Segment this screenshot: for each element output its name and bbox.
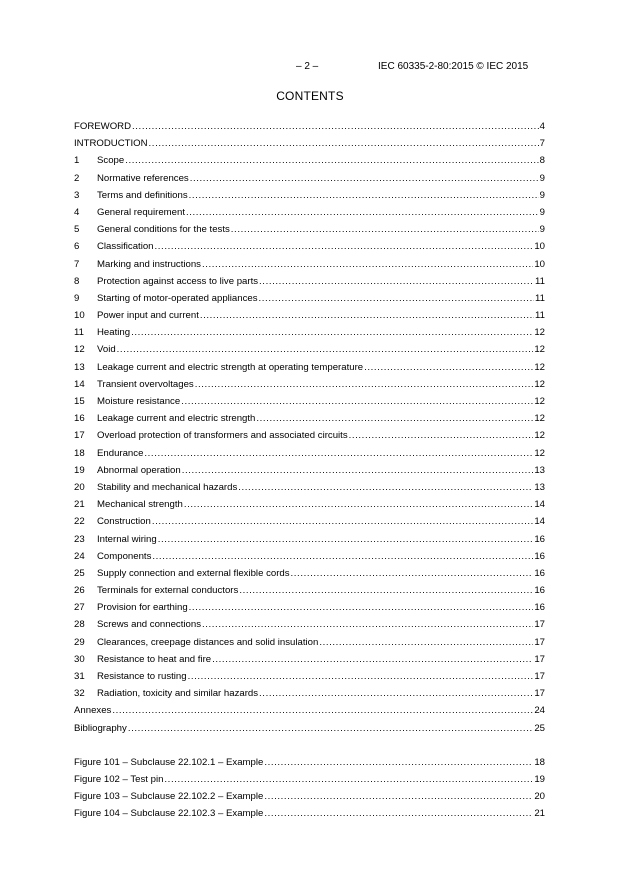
toc-entry-number: 27 xyxy=(74,602,85,614)
toc-entry-number: 10 xyxy=(74,310,85,322)
dot-leader xyxy=(189,602,534,613)
toc-entry-label: General conditions for the tests xyxy=(97,224,230,236)
dot-leader xyxy=(144,448,533,459)
page-reference: 17 xyxy=(534,671,545,682)
page-reference: 17 xyxy=(534,636,545,648)
figure-entry[interactable] xyxy=(74,757,545,774)
table-of-contents xyxy=(74,121,545,740)
toc-entry-label: Internal wiring xyxy=(97,533,157,545)
toc-entry-label: Terms and definitions xyxy=(97,189,188,201)
page-reference: 20 xyxy=(534,791,545,802)
toc-entry-label: Supply connection and external flexible cords xyxy=(97,567,290,579)
dot-leader xyxy=(256,413,533,424)
list-of-figures xyxy=(74,757,545,825)
dot-leader xyxy=(259,276,534,287)
page-reference: 17 xyxy=(534,688,545,700)
toc-entry[interactable] xyxy=(74,637,545,654)
toc-entry-label: Radiation, toxicity and similar hazards xyxy=(97,688,259,700)
toc-entry[interactable] xyxy=(74,688,545,705)
toc-entry[interactable] xyxy=(74,241,545,258)
toc-entry-label: Moisture resistance xyxy=(97,396,181,407)
dot-leader xyxy=(158,534,534,545)
page-reference: 12 xyxy=(534,447,545,459)
toc-entry-number: 1 xyxy=(74,155,80,167)
page-reference: 9 xyxy=(539,206,545,218)
toc-entry-number: 20 xyxy=(74,481,85,493)
page-reference: 12 xyxy=(534,344,545,356)
toc-entry[interactable] xyxy=(74,190,545,207)
page-reference: 12 xyxy=(534,396,545,407)
toc-entry-label: Provision for earthing xyxy=(97,602,188,614)
toc-entry-label: INTRODUCTION xyxy=(74,138,148,150)
toc-entry[interactable] xyxy=(74,551,545,568)
toc-entry[interactable] xyxy=(74,173,545,190)
toc-entry[interactable] xyxy=(74,344,545,361)
toc-entry-number: 15 xyxy=(74,396,85,407)
page-reference: 12 xyxy=(534,327,545,339)
figure-entry-label: Figure 102 – Test pin xyxy=(74,774,164,785)
toc-entry-label: Components xyxy=(97,550,152,562)
dot-leader xyxy=(259,293,535,304)
dot-leader xyxy=(188,671,534,682)
dot-leader xyxy=(200,310,534,321)
toc-entry[interactable] xyxy=(74,516,545,533)
dot-leader xyxy=(202,259,533,270)
dot-leader xyxy=(184,499,533,510)
toc-entry-number: 31 xyxy=(74,671,85,682)
toc-entry[interactable] xyxy=(74,482,545,499)
dot-leader xyxy=(186,207,539,218)
toc-entry-label: Screws and connections xyxy=(97,619,201,631)
toc-entry-label: Scope xyxy=(97,155,125,167)
toc-entry-label: Clearances, creepage distances and solid insulation xyxy=(97,636,319,648)
dot-leader xyxy=(319,637,533,648)
dot-leader xyxy=(212,654,533,665)
page-reference: 25 xyxy=(534,722,545,734)
document-identifier: IEC 60335-2-80:2015 © IEC 2015 xyxy=(378,61,529,72)
toc-entry[interactable] xyxy=(74,413,545,430)
toc-entry-label: Endurance xyxy=(97,447,144,459)
toc-entry[interactable] xyxy=(74,465,545,482)
figure-entry[interactable] xyxy=(74,774,545,791)
page-reference: 14 xyxy=(534,516,545,528)
page-reference: 9 xyxy=(539,189,545,201)
dot-leader xyxy=(149,138,539,149)
toc-entry[interactable] xyxy=(74,568,545,585)
toc-entry-number: 13 xyxy=(74,361,85,373)
page-reference: 9 xyxy=(539,172,545,184)
page-reference: 12 xyxy=(534,361,545,373)
toc-entry-label: Leakage current and electric strength at operating temperature xyxy=(97,361,364,373)
toc-entry-number: 11 xyxy=(74,327,84,339)
toc-entry[interactable] xyxy=(74,379,545,396)
page-reference: 9 xyxy=(539,224,545,236)
toc-entry[interactable] xyxy=(74,430,545,447)
dot-leader xyxy=(264,791,533,802)
toc-entry[interactable] xyxy=(74,671,545,688)
toc-entry-label: Terminals for external conductors xyxy=(97,585,239,597)
dot-leader xyxy=(349,430,534,441)
dot-leader xyxy=(182,465,534,476)
page-reference: 11 xyxy=(535,292,545,304)
dot-leader xyxy=(117,344,534,355)
figure-entry-label: Figure 104 – Subclause 22.102.3 – Example xyxy=(74,808,264,819)
toc-entry-number: 17 xyxy=(74,430,85,442)
toc-entry-number: 32 xyxy=(74,688,85,700)
figure-entry-label: Figure 103 – Subclause 22.102.2 – Example xyxy=(74,791,264,802)
dot-leader xyxy=(152,516,533,527)
page-reference: 7 xyxy=(539,138,545,150)
toc-entry-number: 14 xyxy=(74,378,85,390)
toc-entry-number: 25 xyxy=(74,567,85,579)
toc-entry-label: Construction xyxy=(97,516,151,528)
dot-leader xyxy=(259,688,533,699)
toc-entry-number: 2 xyxy=(74,172,80,184)
toc-entry-label: Normative references xyxy=(97,172,189,184)
page-reference: 18 xyxy=(534,757,545,768)
page-reference: 16 xyxy=(534,585,545,597)
page-reference: 13 xyxy=(534,481,545,493)
page-reference: 12 xyxy=(534,378,545,390)
toc-entry-number: 7 xyxy=(74,258,80,270)
toc-entry-number: 28 xyxy=(74,619,85,631)
toc-entry-number: 21 xyxy=(74,499,85,511)
toc-entry-label: Bibliography xyxy=(74,722,127,734)
page-reference: 12 xyxy=(534,413,545,425)
dot-leader xyxy=(155,241,534,252)
toc-entry[interactable] xyxy=(74,619,545,636)
figure-entry-label: Figure 101 – Subclause 22.102.1 – Example xyxy=(74,757,264,768)
toc-entry[interactable] xyxy=(74,499,545,516)
dot-leader xyxy=(195,379,534,390)
toc-entry[interactable] xyxy=(74,121,545,138)
toc-entry-label: General requirement xyxy=(97,206,185,218)
page-number: – 2 – xyxy=(296,61,319,72)
toc-entry-number: 9 xyxy=(74,292,80,304)
page-reference: 11 xyxy=(535,275,545,287)
toc-entry-number: 30 xyxy=(74,653,85,665)
toc-entry-label: Starting of motor-operated appliances xyxy=(97,292,258,304)
toc-entry[interactable] xyxy=(74,207,545,224)
toc-entry[interactable] xyxy=(74,276,545,293)
page-reference: 17 xyxy=(534,619,545,631)
page-reference: 16 xyxy=(534,602,545,614)
toc-entry[interactable] xyxy=(74,723,545,740)
toc-entry-number: 19 xyxy=(74,464,85,476)
page-reference: 21 xyxy=(534,808,545,819)
page-reference: 12 xyxy=(534,430,545,442)
figure-entry[interactable] xyxy=(74,808,545,825)
toc-entry[interactable] xyxy=(74,705,545,722)
toc-entry-label: Abnormal operation xyxy=(97,464,181,476)
dot-leader xyxy=(181,396,533,407)
dot-leader xyxy=(264,808,533,819)
toc-entry-label: Power input and current xyxy=(97,310,199,322)
toc-entry-number: 29 xyxy=(74,636,85,648)
dot-leader xyxy=(190,173,539,184)
toc-entry[interactable] xyxy=(74,654,545,671)
page-reference: 16 xyxy=(534,567,545,579)
page-header xyxy=(0,61,620,75)
toc-entry-number: 6 xyxy=(74,241,80,253)
page-reference: 10 xyxy=(534,258,545,270)
toc-entry-label: Transient overvoltages xyxy=(97,378,194,390)
toc-entry[interactable] xyxy=(74,396,545,413)
dot-leader xyxy=(131,327,533,338)
toc-entry[interactable] xyxy=(74,602,545,619)
dot-leader xyxy=(152,551,533,562)
toc-entry[interactable] xyxy=(74,534,545,551)
page-title: CONTENTS xyxy=(276,89,344,103)
dot-leader xyxy=(264,757,533,768)
dot-leader xyxy=(231,224,539,235)
toc-entry-number: 23 xyxy=(74,533,85,545)
dot-leader xyxy=(125,155,538,166)
page-reference: 19 xyxy=(534,774,545,785)
toc-entry-label: Overload protection of transformers and associated circuits xyxy=(97,430,348,442)
toc-entry-label: Classification xyxy=(97,241,154,253)
toc-entry-number: 4 xyxy=(74,206,80,218)
page-reference: 4 xyxy=(539,121,545,132)
toc-entry[interactable] xyxy=(74,585,545,602)
dot-leader xyxy=(112,705,533,716)
dot-leader xyxy=(364,362,533,373)
toc-entry[interactable] xyxy=(74,448,545,465)
toc-entry-number: 18 xyxy=(74,447,85,459)
toc-entry-number: 5 xyxy=(74,224,80,236)
toc-entry-number: 8 xyxy=(74,275,80,287)
toc-entry[interactable] xyxy=(74,155,545,172)
toc-entry[interactable] xyxy=(74,224,545,241)
toc-entry[interactable] xyxy=(74,293,545,310)
dot-leader xyxy=(189,190,539,201)
toc-entry[interactable] xyxy=(74,310,545,327)
toc-entry[interactable] xyxy=(74,327,545,344)
toc-entry[interactable] xyxy=(74,138,545,155)
page-reference: 16 xyxy=(534,550,545,562)
dot-leader xyxy=(164,774,533,785)
toc-entry-label: Annexes xyxy=(74,705,112,717)
toc-entry-number: 26 xyxy=(74,585,85,597)
toc-entry-number: 12 xyxy=(74,344,85,356)
toc-entry-label: Resistance to rusting xyxy=(97,671,187,682)
page-reference: 11 xyxy=(535,310,545,322)
toc-entry[interactable] xyxy=(74,362,545,379)
toc-entry-number: 16 xyxy=(74,413,85,425)
toc-entry-number: 24 xyxy=(74,550,85,562)
toc-entry-label: Marking and instructions xyxy=(97,258,201,270)
dot-leader xyxy=(238,482,533,493)
toc-entry-label: Resistance to heat and fire xyxy=(97,653,212,665)
toc-entry-label: Heating xyxy=(97,327,131,339)
page-reference: 8 xyxy=(539,155,545,167)
toc-entry-label: Protection against access to live parts xyxy=(97,275,259,287)
dot-leader xyxy=(128,723,534,734)
dot-leader xyxy=(291,568,534,579)
toc-entry-label: Mechanical strength xyxy=(97,499,183,511)
toc-entry-number: 3 xyxy=(74,189,80,201)
toc-entry[interactable] xyxy=(74,259,545,276)
toc-entry-label: Void xyxy=(97,344,116,356)
page-reference: 10 xyxy=(534,241,545,253)
page-reference: 13 xyxy=(534,464,545,476)
toc-entry-label: Leakage current and electric strength xyxy=(97,413,256,425)
toc-entry-number: 22 xyxy=(74,516,85,528)
figure-entry[interactable] xyxy=(74,791,545,808)
page-reference: 24 xyxy=(534,705,545,717)
page-reference: 17 xyxy=(534,653,545,665)
dot-leader xyxy=(239,585,533,596)
dot-leader xyxy=(202,619,533,630)
page-reference: 14 xyxy=(534,499,545,511)
dot-leader xyxy=(132,121,539,132)
page-reference: 16 xyxy=(534,533,545,545)
toc-entry-label: FOREWORD xyxy=(74,121,132,132)
toc-entry-label: Stability and mechanical hazards xyxy=(97,481,238,493)
